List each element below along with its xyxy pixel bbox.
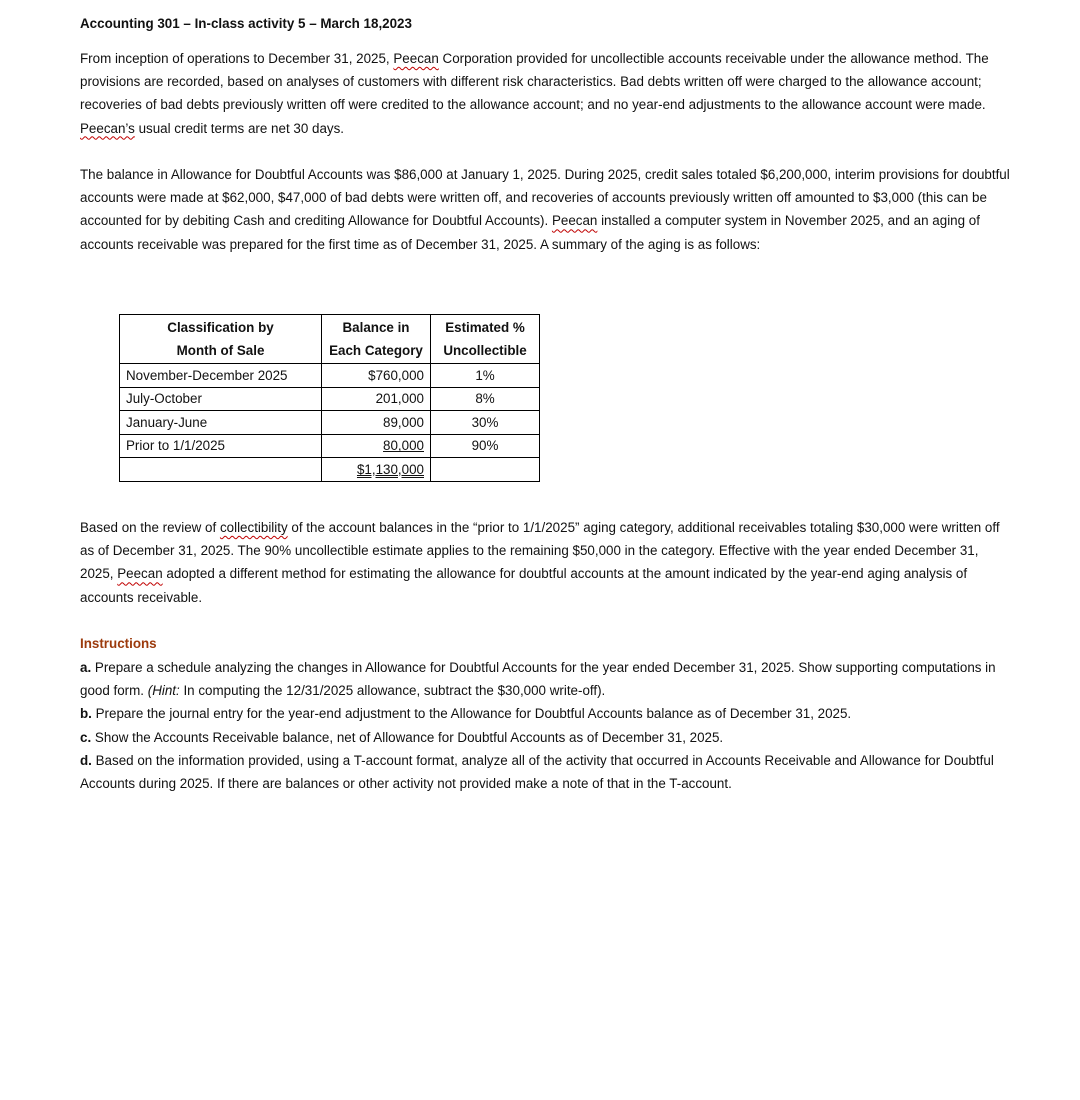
text-run: usual credit terms are net 30 days. (134, 120, 345, 136)
item-text: Prepare a schedule analyzing the changes in Allowance for Doubtful Accounts for the year ended December 31, 2025. Show supporting computations in good form. (80, 660, 996, 699)
item-label: a. (80, 660, 92, 675)
total-blank-cell (120, 458, 322, 482)
row-category: November-December 2025 (120, 364, 322, 388)
item-label: b. (80, 706, 92, 722)
row-category: January-June (120, 411, 322, 435)
table-row (120, 411, 540, 435)
header-estimated-pct: Estimated % Uncollectible (431, 315, 540, 364)
table-row (120, 434, 540, 458)
header-balance: Balance in Each Category (322, 315, 431, 364)
text-run: of the account balances in the “prior to 1/1/2025” aging category, additional receivables totaling $30,000 were written off as of December 31, 2025. The 90% uncollectible estimate applies to the remaining $50,000 in the category. Effective with the year ended December 31, 2025, (80, 520, 1000, 582)
row-pct: 1% (431, 364, 540, 388)
misspelled-word[interactable]: Peecan (393, 51, 439, 66)
intro-paragraph (80, 47, 1010, 140)
row-balance: 89,000 (322, 411, 431, 435)
review-paragraph (80, 516, 1010, 609)
header-classification: Classification by Month of Sale (120, 315, 322, 364)
balance-paragraph (80, 163, 1010, 256)
item-text: In computing the 12/31/2025 allowance, subtract the $30,000 write-off). (179, 683, 606, 699)
row-pct: 90% (431, 434, 540, 458)
row-pct: 8% (431, 387, 540, 411)
table-row (120, 364, 540, 388)
text-run: Corporation provided for uncollectible accounts receivable under the allowance method. The provisions are recorded, based on analyses of customers with different risk characteristics. Bad debts written off were charged to the allowance account; recoveries of bad debts previously written off were credited to the allowance account; and no year-end adjustments to the allowance account were made. (80, 51, 989, 113)
misspelled-word[interactable]: Peecan’s (80, 120, 135, 136)
aging-table (119, 314, 540, 482)
item-text: Show the Accounts Receivable balance, net of Allowance for Doubtful Accounts as of December 31, 2025. (91, 729, 724, 745)
text-run: adopted a different method for estimating the allowance for doubtful accounts at the amount indicated by the year-end aging analysis of accounts receivable. (80, 566, 968, 605)
table-total-row (120, 458, 540, 482)
row-balance: $760,000 (322, 364, 431, 388)
instructions-heading: Instructions (80, 636, 157, 651)
table-row (120, 387, 540, 411)
misspelled-word[interactable]: collectibility (219, 520, 288, 535)
table-header-row (120, 315, 540, 364)
text-run: The balance in Allowance for Doubtful Accounts was $86,000 at January 1, 2025. During 2025, credit sales totaled $6,200,000, interim provisions for doubtful accounts were made at $62,000, $47,000 of bad debts were written off, and recoveries of accounts previously written off amounted to $3,000 (this can be accounted for by debiting Cash and crediting Allowance for Doubtful Accounts). (80, 167, 1010, 229)
total-balance: $1,130,000 (322, 458, 431, 482)
row-category: July-October (120, 387, 322, 411)
item-text: Prepare the journal entry for the year-end adjustment to the Allowance for Doubtful Accounts balance as of December 31, 2025. (91, 706, 852, 722)
row-balance: 80,000 (322, 434, 431, 458)
misspelled-word[interactable]: Peecan (117, 566, 163, 582)
row-balance: 201,000 (322, 387, 431, 411)
item-text: Based on the information provided, using a T-account format, analyze all of the activity that occurred in Accounts Receivable and Allowance for Doubtful Accounts during 2025. If there are balances or other activity not provided make a note of that in the T-account. (80, 752, 994, 792)
document-title: Accounting 301 – In-class activity 5 – March 18,2023 (80, 16, 412, 31)
item-label: c. (80, 729, 92, 745)
instructions-list (80, 656, 1010, 795)
text-run: installed a computer system in November 2025, and an aging of accounts receivable was prepared for the first time as of December 31, 2025. A summary of the aging is as follows: (80, 213, 980, 252)
hint-label: (Hint: (147, 683, 180, 699)
misspelled-word[interactable]: Peecan (551, 213, 598, 229)
item-label: d. (80, 752, 92, 768)
text-run: Based on the review of (80, 520, 220, 535)
text-run: From inception of operations to December 31, 2025, (80, 51, 394, 66)
total-blank-cell (431, 458, 540, 482)
row-category: Prior to 1/1/2025 (120, 434, 322, 458)
row-pct: 30% (431, 411, 540, 435)
